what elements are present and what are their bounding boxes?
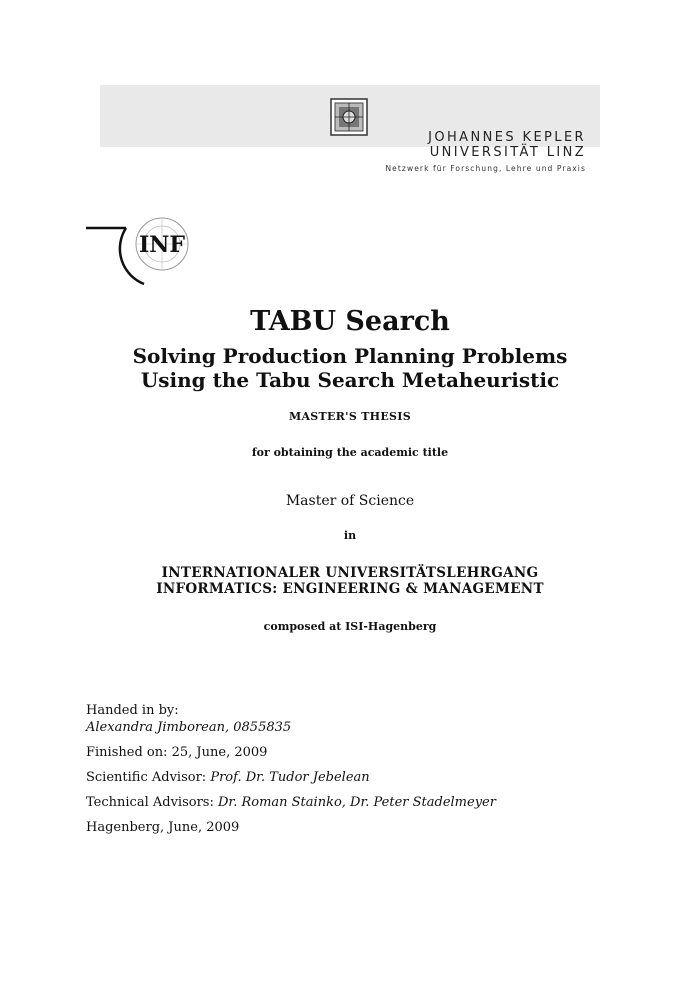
technical-advisors-label: Technical Advisors:: [86, 795, 214, 810]
university-name: [376, 130, 586, 176]
place-date: Hagenberg, June, 2009: [86, 820, 240, 835]
inf-institute-logo: [84, 208, 194, 288]
university-tagline: Netzwerk für Forschung, Lehre und Praxis: [385, 164, 586, 173]
technical-advisors-names: Dr. Roman Stainko, Dr. Peter Stadelmeyer: [217, 795, 496, 810]
purpose-line: for obtaining the academic title: [251, 446, 449, 459]
handed-in-label: Handed in by:: [86, 703, 179, 718]
scientific-advisor-name: Prof. Dr. Tudor Jebelean: [210, 770, 370, 785]
degree-title: Master of Science: [285, 493, 415, 509]
thesis-subtitle: [0, 344, 700, 392]
university-line1: JOHANNES KEPLER: [428, 130, 586, 145]
program-line2: INFORMATICS: ENGINEERING & MANAGEMENT: [156, 581, 544, 597]
thesis-title: TABU Search: [250, 306, 450, 337]
jku-crest-logo: [330, 98, 368, 136]
study-program: [0, 565, 700, 597]
technical-advisors-row: [86, 794, 646, 811]
scientific-advisor-row: [86, 769, 646, 786]
university-line2: UNIVERSITÄT LINZ: [429, 145, 586, 160]
author-name: Alexandra Jimborean, 0855835: [86, 720, 292, 735]
finished-on: Finished on: 25, June, 2009: [86, 745, 268, 760]
subtitle-line2: Using the Tabu Search Metaheuristic: [140, 368, 560, 392]
composed-at: composed at ISI-Hagenberg: [263, 620, 437, 633]
inf-logo-text: INF: [138, 232, 186, 258]
thesis-details: [86, 702, 646, 836]
subtitle-line1: Solving Production Planning Problems: [132, 344, 568, 368]
connector-in: in: [343, 529, 357, 542]
program-line1: INTERNATIONALER UNIVERSITÄTSLEHRGANG: [161, 565, 539, 581]
thesis-type: MASTER'S THESIS: [288, 410, 411, 423]
scientific-advisor-label: Scientific Advisor:: [86, 770, 207, 785]
